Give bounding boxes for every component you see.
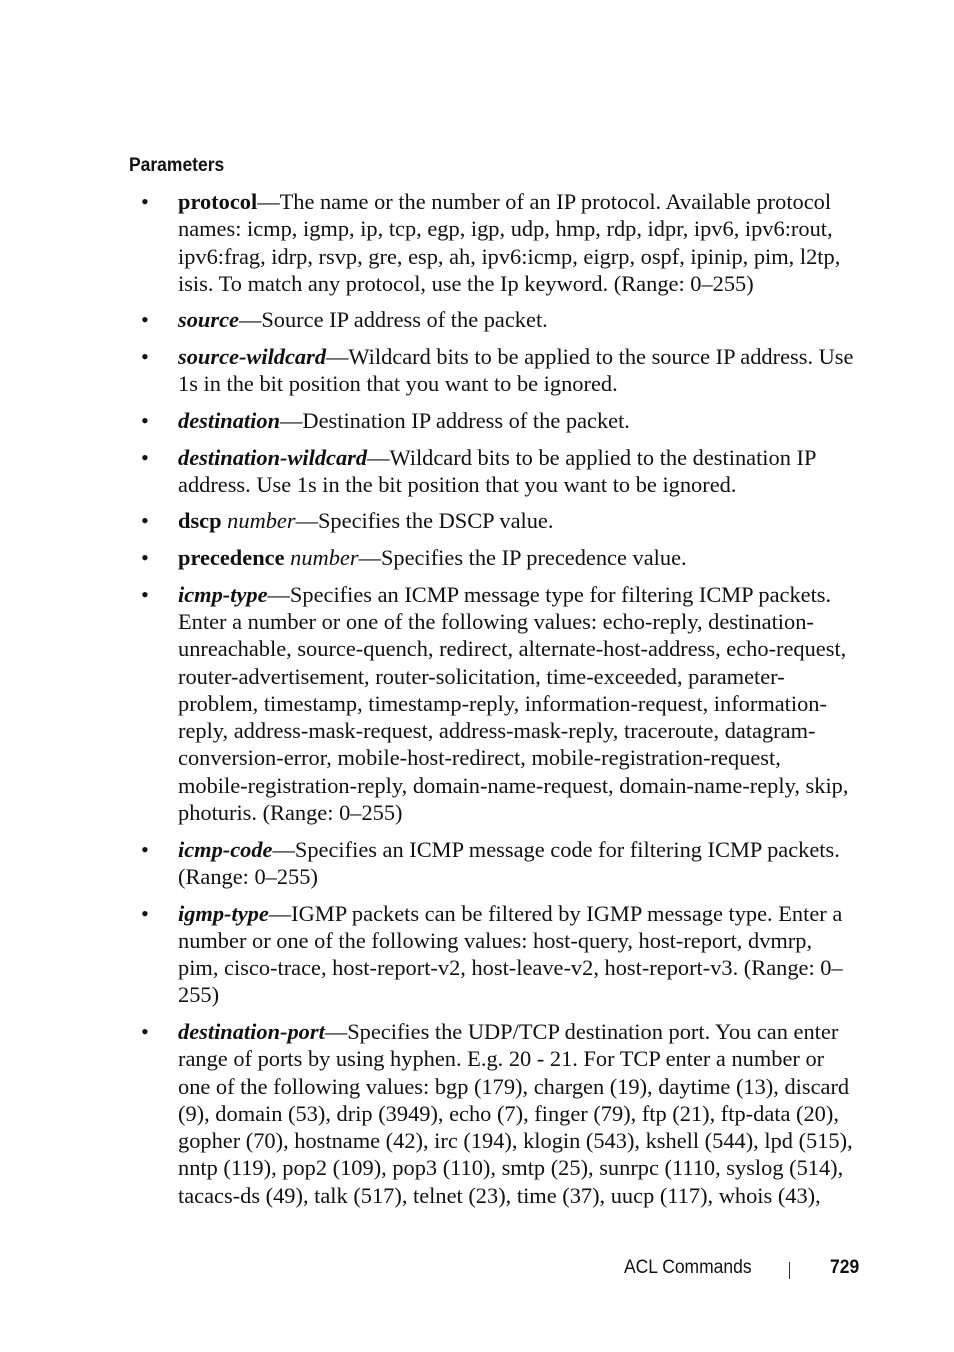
footer-divider: [789, 1262, 790, 1279]
param-icmp-type: [178, 581, 854, 827]
param-term: destination-port: [178, 1018, 325, 1044]
param-source: [178, 306, 854, 333]
param-term: protocol: [178, 189, 258, 214]
param-description: —IGMP packets can be filtered by IGMP message type. Enter a number or one of the following values: host-query, host-report, dvmrp, pim, cisco-trace, host-report-v2, host-leave-v2, host-report-v3. (Range: 0–255): [178, 900, 843, 1008]
param-description: —Specifies the DSCP value.: [295, 508, 554, 534]
param-term: precedence: [178, 545, 285, 571]
param-destination: [178, 407, 854, 434]
param-destination-port: [178, 1018, 854, 1209]
param-term: destination-wildcard: [178, 444, 368, 470]
param-term: destination: [178, 407, 281, 433]
param-precedence: [178, 544, 854, 571]
param-argument: number: [290, 545, 359, 571]
param-description: —Wildcard bits to be applied to the destination IP address. Use 1s in the bit position that you want to be ignored.: [178, 444, 816, 497]
param-description: —The name or the number of an IP protocol. Available protocol names: icmp, igmp, ip, tcp, egp, igp, udp, hmp, rdp, idpr, ipv6, ipv6:rout, ipv6:frag, idrp, rsvp, gre, esp, ah, ipv6:icmp, eigrp, ospf, ipinip, pim, l2tp, isis. To match any protocol, use the Ip keyword. (Range: 0–255): [178, 189, 841, 296]
param-term: igmp-type: [178, 900, 269, 926]
param-destination-wildcard: [178, 444, 854, 499]
param-term: dscp: [178, 508, 222, 534]
param-icmp-code: [178, 836, 854, 891]
param-dscp: [178, 507, 854, 534]
param-term: source: [178, 307, 239, 333]
param-description: —Specifies an ICMP message code for filtering ICMP packets. (Range: 0–255): [178, 836, 840, 889]
parameter-list: [178, 188, 854, 1218]
param-description: —Specifies an ICMP message type for filtering ICMP packets. Enter a number or one of the following values: echo-reply, destination-unreachable, source-quench, redirect, alternate-host-address, echo-request, router-advertisement, router-solicitation, time-exceeded, parameter-problem, timestamp, timestamp-reply, information-request, information-reply, address-mask-request, address-mask-reply, traceroute, datagram-conversion-error, mobile-host-redirect, mobile-registration-request, mobile-registration-reply, domain-name-request, domain-name-reply, skip, photuris. (Range: 0–255): [178, 581, 849, 826]
param-term: icmp-code: [178, 836, 273, 862]
param-protocol: [178, 188, 854, 297]
param-description: —Wildcard bits to be applied to the source IP address. Use 1s in the bit position that you want to be ignored.: [178, 344, 854, 397]
section-heading: Parameters: [129, 155, 225, 176]
param-description: —Specifies the UDP/TCP destination port. You can enter range of ports by using hyphen. E.g. 20 - 21. For TCP enter a number or one of the following values: bgp (179), chargen (19), daytime (13), discard (9), domain (53), drip (3949), echo (7), finger (79), ftp (21), ftp-data (20), gopher (70), hostname (42), irc (194), klogin (543), kshell (544), lpd (515), nntp (119), pop2 (109), pop3 (110), smtp (25), sunrpc (1110, syslog (514), tacacs-ds (49), talk (517), telnet (23), time (37), uucp (117), whois (43),: [178, 1018, 853, 1208]
page-number: 729: [830, 1257, 860, 1278]
param-description: —Destination IP address of the packet.: [280, 407, 630, 433]
param-argument: number: [227, 508, 296, 534]
param-term: source-wildcard: [178, 344, 327, 370]
param-description: —Specifies the IP precedence value.: [358, 545, 687, 571]
param-igmp-type: [178, 900, 854, 1009]
param-term: icmp-type: [178, 581, 268, 607]
footer-section-title: ACL Commands: [624, 1257, 752, 1278]
param-description: —Source IP address of the packet.: [238, 307, 548, 333]
param-source-wildcard: [178, 343, 854, 398]
